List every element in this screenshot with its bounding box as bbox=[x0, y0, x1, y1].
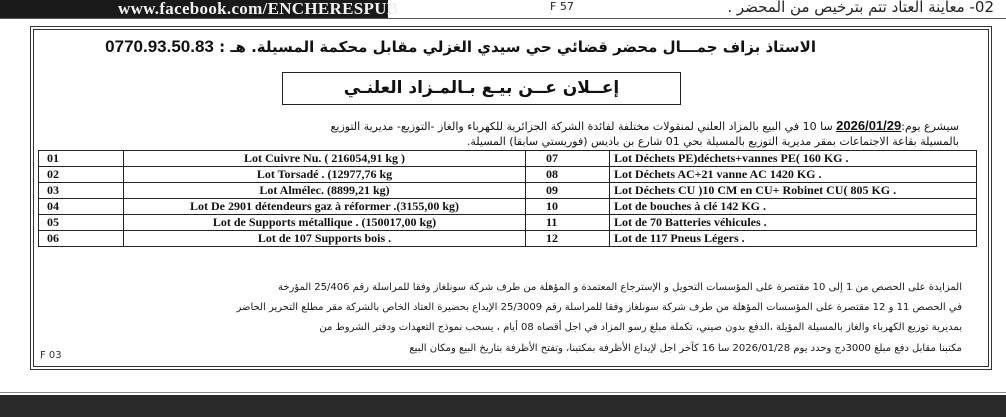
lot-number: 02 bbox=[39, 167, 124, 183]
lot-number: 07 bbox=[526, 151, 610, 167]
intro-line-2: بالمسيلة بقاعة الاجتماعات بمقر مديرية التوزيع بالمسيلة بحي 01 شارع بن باديس (فوريستي سابقا) المسيلة. bbox=[466, 135, 959, 148]
lot-label: Lot Almélec. (8899,21 kg) bbox=[124, 183, 526, 199]
auction-date: 2026/01/29 bbox=[836, 118, 902, 133]
lot-label: Lot de 70 Batteries véhicules . bbox=[610, 215, 977, 231]
table-row bbox=[39, 215, 977, 231]
lots-table bbox=[38, 150, 977, 247]
auction-title: إعــلان عــن بيـع بـالمـزاد العلنـي bbox=[282, 72, 681, 105]
lot-label: Lot Déchets AC+21 vanne AC 1420 KG . bbox=[610, 167, 977, 183]
terms-line-3: بمديرية توزيع الكهرباء والغاز بالمسيلة المؤيلة ،الدفع بدون صيني، تكملة مبلغ رسو المزاد في اجل أقصاه 08 أيام ، يسحب نموذج التعهدات ودفتر الشروط من bbox=[319, 322, 962, 333]
lot-label: Lot Déchets PE)déchets+vannes PE( 160 KG . bbox=[610, 151, 977, 167]
lot-label: Lot de 107 Supports bois . bbox=[124, 231, 526, 247]
lot-label: Lot Torsadé . (12977,76 kg bbox=[124, 167, 526, 183]
lot-label: Lot Cuivre Nu. ( 216054,91 kg ) bbox=[124, 151, 526, 167]
lot-number: 10 bbox=[526, 199, 610, 215]
lot-number: 03 bbox=[39, 183, 124, 199]
top-ref-code: F 57 bbox=[550, 0, 574, 13]
lot-number: 09 bbox=[526, 183, 610, 199]
table-row bbox=[39, 183, 977, 199]
intro-line-1-text: سا 10 في البيع بالمزاد العلني لمنقولات مختلفة لفائدة الشركة الجزائرية للكهرباء والغاز -التوزيع- مديرية التوزيع bbox=[330, 120, 837, 133]
table-row bbox=[39, 231, 977, 247]
lot-number: 12 bbox=[526, 231, 610, 247]
lot-label: Lot de Supports métallique . (150017,00 kg) bbox=[124, 215, 526, 231]
terms-line-4: مكتبنا مقابل دفع مبلغ 3000دج وحدد يوم 2026/01/28 سا 16 كآخر اجل لإيداع الأظرفة بمكتبنا، وتفتح الأظرفة بتاريخ البيع ومكان البيع bbox=[409, 343, 962, 354]
lot-number: 08 bbox=[526, 167, 610, 183]
lot-number: 01 bbox=[39, 151, 124, 167]
bailiff-phone: 0770.93.50.83 bbox=[105, 37, 214, 56]
bottom-divider bbox=[0, 392, 1006, 393]
lot-number: 06 bbox=[39, 231, 124, 247]
intro-prefix: سيشرع يوم: bbox=[901, 120, 959, 133]
top-divider bbox=[0, 18, 1006, 19]
terms-line-1: المزايدة على الحصص من 1 إلى 10 مقتصرة على المؤسسات التحويل و الإسترجاع المعتمدة و المؤهلة من طرف شركة سونلغاز وفقا للمراسلة رقم 25/406 المؤرخة bbox=[277, 282, 962, 293]
lot-number: 04 bbox=[39, 199, 124, 215]
form-code: F 03 bbox=[40, 350, 62, 361]
terms-line-2: في الحصص 11 و 12 مقتصرة على المؤسسات المؤهلة من طرف شركة سونلغاز وفقا للمراسلة رقم 25/3009 الإيداع بحضيرة العتاد الخاص بالشركة مقر مطلع التحرير الحاضر bbox=[236, 302, 962, 313]
table-row bbox=[39, 151, 977, 167]
facebook-url-banner: www.facebook.com/ENCHERESPUB bbox=[0, 0, 388, 18]
bailiff-header bbox=[105, 37, 816, 57]
top-arabic-fragment: 02- معاينة العتاد تتم بترخيص من المحضر . bbox=[727, 0, 994, 16]
lot-label: Lot De 2901 détendeurs gaz à réformer .(3155,00 kg) bbox=[124, 199, 526, 215]
lot-label: Lot Déchets CU )10 CM en CU+ Robinet CU( 805 KG . bbox=[610, 183, 977, 199]
intro-line-1 bbox=[331, 118, 959, 133]
table-row bbox=[39, 167, 977, 183]
top-band bbox=[0, 0, 1006, 18]
lot-label: Lot de 117 Pneus Légers . bbox=[610, 231, 977, 247]
bailiff-header-text: الاستاذ بزاف جمـــال محضر قضائي حي سيدي الغزلي مقابل محكمة المسيلة. هـ : bbox=[219, 38, 816, 56]
bottom-band bbox=[0, 395, 1006, 417]
lot-label: Lot de bouches à clé 142 KG . bbox=[610, 199, 977, 215]
lot-number: 11 bbox=[526, 215, 610, 231]
table-row bbox=[39, 199, 977, 215]
lot-number: 05 bbox=[39, 215, 124, 231]
